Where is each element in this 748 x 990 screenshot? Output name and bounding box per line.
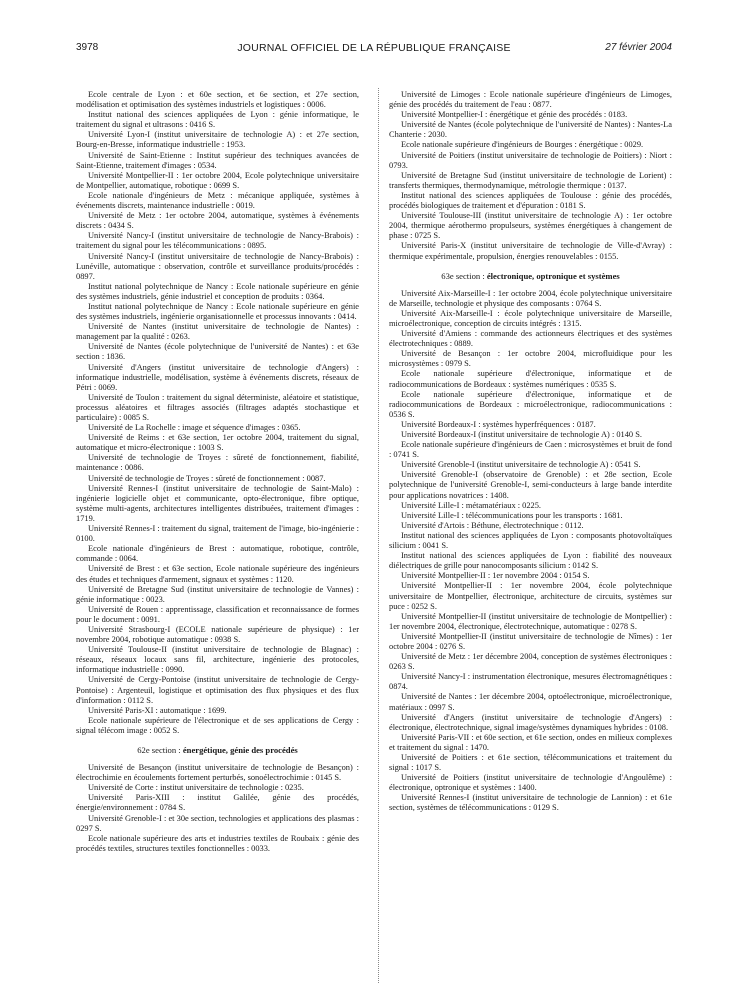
column-divider <box>378 88 379 983</box>
list-entry: Université de La Rochelle : image et séquence d'images : 0365. <box>88 423 301 433</box>
list-entry: Institut national des sciences appliquées de Toulouse : génie des procédés, procédés biologiques de traitement et d'épuration : 0181 S. <box>389 190 672 211</box>
list-entry: Université de Bretagne Sud (institut universitaire de technologie de Vannes) : génie informatique : 0023. <box>76 584 359 604</box>
list-entry: Ecole nationale supérieure d'ingénieurs de Caen : microsystèmes et bruit de fond : 0741 S. <box>389 440 672 460</box>
list-entry: Université Rennes-I (institut universitaire de technologie de Saint-Malo) : ingénierie logicielle objet et communicante, opto-électronique, fibre optique, système multi-agents, architectures intelligentes distribuées, traitement d'images : 1719. <box>76 483 359 523</box>
list-entry: Université de Corte : institut universitaire de technologie : 0235. <box>88 783 304 793</box>
list-entry: Ecole nationale supérieure d'ingénieurs de Bourges : énergétique : 0029. <box>401 140 644 150</box>
list-entry: Institut national polytechnique de Nancy : Ecole nationale supérieure en génie des systèmes industriels, ingénierie organisationnelle et processus innovants : 0414. <box>76 301 359 322</box>
list-entry: Université de Limoges : Ecole nationale supérieure d'ingénieurs de Limoges, génie des procédés du traitement de l'eau : 0877. <box>389 90 672 110</box>
list-entry: Institut national des sciences appliquées de Lyon : génie informatique, le traitement du signal et ultrasons : 0416 S. <box>76 110 359 130</box>
list-entry: Ecole nationale supérieure d'électronique, informatique et de radiocommunications de Bordeaux : systèmes numériques : 0535 S. <box>389 369 672 389</box>
list-entry: Université Rennes-I : traitement du signal, traitement de l'image, bio-ingénierie : 0100. <box>76 524 359 544</box>
list-entry: Université Lille-I : télécommunications pour les transports : 1681. <box>401 510 623 520</box>
list-entry: Université Nancy-I (institut universitaire de technologie de Nancy-Brabois) : traitement du signal pour les télécommunications : 0895. <box>76 231 359 251</box>
list-entry: Université de technologie de Troyes : sûreté de fonctionnement : 0087. <box>88 473 326 483</box>
list-entry: Université Montpellier-I : énergétique et génie des procédés : 0183. <box>401 110 628 120</box>
list-entry: Ecole nationale supérieure de l'électronique et de ses applications de Cergy : signal télécom image : 0052 S. <box>76 715 359 735</box>
list-entry: Université Toulouse-III (institut universitaire de technologie A) : 1er octobre 2004, thermique aérothermo propulseurs, systèmes énergétiques à changement de phase : 0725 S. <box>389 211 672 241</box>
list-entry: Université Grenoble-I (observatoire de Grenoble) : et 28e section, Ecole polytechnique de l'université Grenoble-I, semi-conducteurs à large bande interdite pour applications novatrices : 1408. <box>389 470 672 500</box>
list-entry: Université Strasbourg-I (ECOLE nationale supérieure de physique) : 1er novembre 2004, robotique automatique : 0938 S. <box>76 624 359 645</box>
list-entry: Ecole centrale de Lyon : et 60e section, et 6e section, et 27e section, modélisation et optimisation des systèmes industriels et logistiques : 0006. <box>76 90 359 110</box>
list-entry: Université de Metz : 1er décembre 2004, conception de systèmes électroniques : 0263 S. <box>389 652 672 672</box>
list-entry: Université Bordeaux-I (institut universitaire de technologie A) : 0140 S. <box>401 430 642 439</box>
list-entry: Université Nancy-I (institut universitaire de technologie de Nancy-Brabois) : Lunéville, automatique : observation, contrôle et surveillance produits/procédés : 0897. <box>76 251 359 281</box>
section-name: électronique, optronique et systèmes <box>486 270 620 281</box>
list-entry: Université Aix-Marseille-I : école polytechnique universitaire de Marseille, microélectronique, conception de circuits intégrés : 1315. <box>389 308 672 328</box>
list-entry: Université de Poitiers (institut universitaire de technologie de Poitiers) : Niort : 0793. <box>389 150 672 170</box>
list-entry: Université Lyon-I (institut universitaire de technologie A) : et 27e section, Bourg-en-Bresse, informatique industrielle : 1953. <box>76 130 359 150</box>
list-entry: Université de Nantes (école polytechnique de l'université de Nantes) : et 63e section : 1836. <box>76 342 359 362</box>
list-entry: Université Montpellier-II (institut universitaire de technologie de Nîmes) : 1er octobre 2004 : 0276 S. <box>389 631 672 651</box>
list-entry: Université Nancy-I : instrumentation électronique, mesures électromagnétiques : 0874. <box>389 672 672 692</box>
list-entry: Université d'Amiens : commande des actionneurs électriques et des systèmes électrotechniques : 0889. <box>389 329 672 349</box>
list-entry: Université Grenoble-I : et 30e section, technologies et applications des plasmas : 0297 S. <box>76 813 359 833</box>
list-entry: Université Lille-I : métamatériaux : 0225. <box>401 500 542 510</box>
list-entry: Université de Poitiers (institut universitaire de technologie d'Angoulême) : électronique, optronique et systèmes : 1400. <box>389 773 672 793</box>
list-entry: Université de Nantes : 1er décembre 2004, optoélectronique, microélectronique, matériaux : 0997 S. <box>389 692 672 712</box>
list-entry: Institut national des sciences appliquées de Lyon : fiabilité des nouveaux diélectriques de grille pour nanocomposants silicium : 0142 S. <box>389 551 672 571</box>
list-entry: Université Paris-XIII : institut Galilée, génie des procédés, énergie/environnement : 0784 S. <box>76 793 359 813</box>
list-entry: Université Bordeaux-I : systèmes hyperfréquences : 0187. <box>401 419 596 429</box>
list-entry: Université d'Angers (institut universitaire de technologie d'Angers) : informatique industrielle, modélisation, système à événements discrets, réseaux de Pétri : 0069. <box>76 362 359 392</box>
journal-title: JOURNAL OFFICIEL DE LA RÉPUBLIQUE FRANÇAISE <box>237 42 511 54</box>
list-entry: Université de Nantes (école polytechnique de l'université de Nantes) : Nantes-La Chanterie : 2030. <box>389 120 672 140</box>
list-entry: Université de Besançon (institut universitaire de technologie de Besançon) : électrochimie en écoulements fortement perturbés, sonoélectrochimie : 0145 S. <box>76 763 359 783</box>
list-entry: Université Paris-XI : automatique : 1699. <box>88 705 227 715</box>
list-entry: Université de Cergy-Pontoise (institut universitaire de technologie de Cergy-Pontoise) : Argenteuil, logistique et optimisation des flux physiques et des flux d'information : 0112 S. <box>76 675 359 705</box>
list-entry: Université Montpellier-II : 1er novembre 2004, école polytechnique universitaire de Montpellier, électronique, architecture de circuits, systèmes sur puce : 0252 S. <box>389 581 672 611</box>
list-entry: Université Paris-VII : et 60e section, et 61e section, ondes en milieux complexes et traitement du signal : 1470. <box>389 732 672 752</box>
page-number: 3978 <box>76 42 99 53</box>
list-entry: Ecole nationale supérieure d'électronique, informatique et de radiocommunications de Bordeaux : microélectronique, radiocommunications : 0536 S. <box>389 389 672 419</box>
list-entry: Université Montpellier-II : 1er octobre 2004, Ecole polytechnique universitaire de Montpellier, automatique, robotique : 0699 S. <box>76 170 359 190</box>
list-entry: Université de Metz : 1er octobre 2004, automatique, systèmes à événements discrets : 0434 S. <box>76 211 359 231</box>
publication-date: 27 février 2004 <box>605 42 672 53</box>
section-name: énergétique, génie des procédés <box>182 745 298 755</box>
list-entry: Université de Brest : et 63e section, Ecole nationale supérieure des ingénieurs des études et techniques d'armement, signaux et systèmes : 1120. <box>76 564 359 584</box>
page-header <box>76 42 672 56</box>
list-entry: Ecole nationale d'ingénieurs de Metz : mécanique appliquée, systèmes à événements discrets, maintenance industrielle : 0019. <box>76 190 359 211</box>
list-entry: Université Toulouse-II (institut universitaire de technologie de Blagnac) : réseaux, réseaux locaux sans fil, architecture, ingénierie des protocoles, informatique industrielle : 0990. <box>76 645 359 675</box>
list-entry: Ecole nationale d'ingénieurs de Brest : automatique, robotique, contrôle, commande : 0064. <box>76 544 359 564</box>
list-entry: Ecole nationale supérieure des arts et industries textiles de Roubaix : génie des procédés textiles, structures textiles fonctionnelles : 0033. <box>76 833 359 853</box>
list-entry: Université de technologie de Troyes : sûreté de fonctionnement, fiabilité, maintenance : 0086. <box>76 453 359 473</box>
list-entry: Université de Poitiers : et 61e section, télécommunications et traitement du signal : 1017 S. <box>389 753 672 773</box>
list-entry: Institut national polytechnique de Nancy : Ecole nationale supérieure en génie des systèmes industriels, génie industriel et conception de produits : 0364. <box>76 281 359 301</box>
list-entry: Université Grenoble-I (institut universitaire de technologie A) : 0541 S. <box>401 460 641 470</box>
section-heading <box>76 745 359 755</box>
list-entry: Université Rennes-I (institut universitaire de technologie de Lannion) : et 61e section, systèmes de télécommunications : 0129 S. <box>389 793 672 813</box>
section-number: 63e section : <box>441 270 487 281</box>
list-entry: Université d'Artois : Béthune, électrotechnique : 0112. <box>401 520 584 530</box>
list-entry: Institut national des sciences appliquées de Lyon : composants photovoltaïques silicium : 0041 S. <box>389 530 672 551</box>
list-entry: Université de Toulon : traitement du signal déterministe, aléatoire et statistique, processus aléatoires et filtrages associés (filtrages adaptés stochastique et particulaire) : 0085 S. <box>76 392 359 422</box>
list-entry: Université de Saint-Etienne : Institut supérieur des techniques avancées de Saint-Etienne, traitement d'images : 0534. <box>76 150 359 170</box>
list-entry: Université de Reims : et 63e section, 1er octobre 2004, traitement du signal, automatique et micro-électronique : 1003 S. <box>76 433 359 453</box>
list-entry: Université Montpellier-II (institut universitaire de technologie de Montpellier) : 1er novembre 2004, électronique, électrotechnique, automatique : 0278 S. <box>389 611 672 631</box>
list-entry: Université de Rouen : apprentissage, classification et reconnaissance de formes pour le document : 0091. <box>76 604 359 624</box>
section-heading <box>389 271 672 281</box>
list-entry: Université de Nantes (institut universitaire de technologie de Nantes) : management par la qualité : 0263. <box>76 322 359 342</box>
list-entry: Université de Bretagne Sud (institut universitaire de technologie de Lorient) : transferts thermiques, thermodynamique, métrologie thermique : 0137. <box>389 170 672 190</box>
list-entry: Université Montpellier-II : 1er novembre 2004 : 0154 S. <box>401 571 590 581</box>
list-entry: Université d'Angers (institut universitaire de technologie d'Angers) : électronique, électrotechnique, signal image/systèmes dynamiques hybrides : 0108. <box>389 712 672 732</box>
list-entry: Université de Besançon : 1er octobre 2004, microfluidique pour les microsystèmes : 0979 S. <box>389 349 672 369</box>
list-entry: Université Paris-X (institut universitaire de technologie de Ville-d'Avray) : thermique expérimentale, propulsion, énergies renouvelables : 0155. <box>389 241 672 261</box>
list-entry: Université Aix-Marseille-I : 1er octobre 2004, école polytechnique universitaire de Marseille, technologie et physique des composants : 0764 S. <box>389 288 672 308</box>
section-number: 62e section : <box>137 745 183 755</box>
left-column <box>76 90 359 985</box>
right-column <box>389 90 672 985</box>
